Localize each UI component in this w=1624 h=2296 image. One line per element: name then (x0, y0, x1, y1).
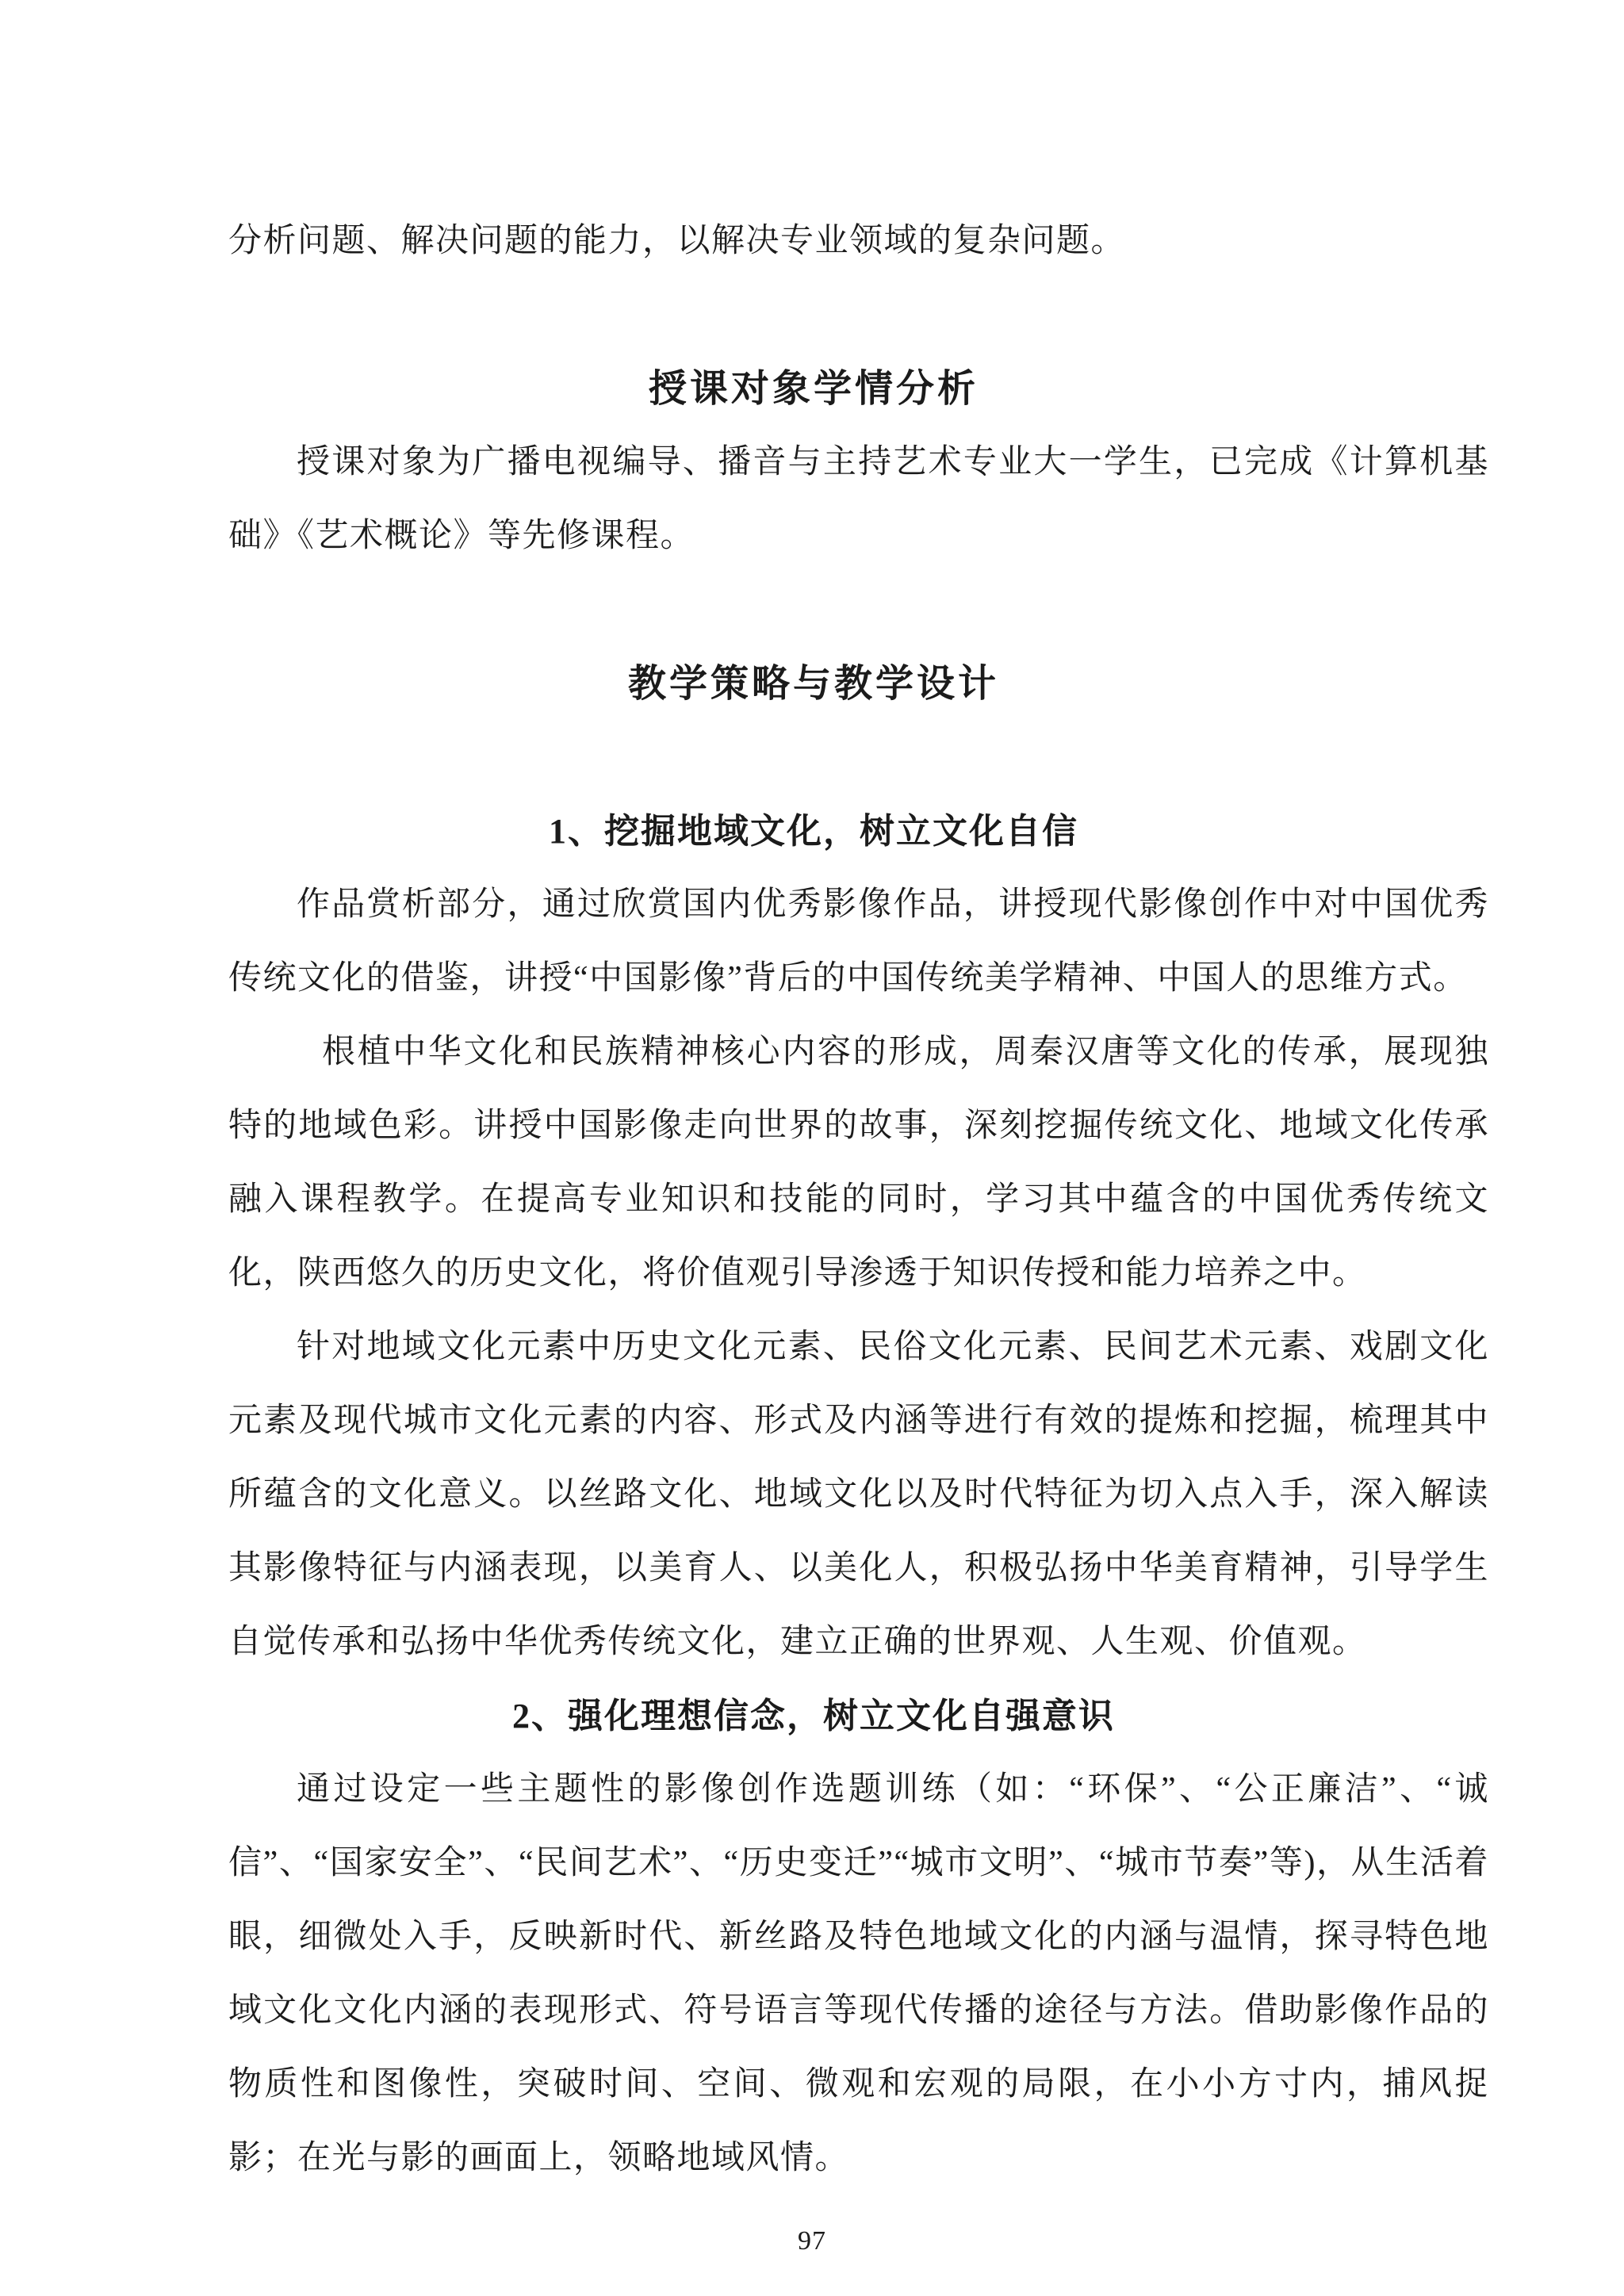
subsection2-heading: 2、强化理想信念，树立文化自强意识 (512, 1697, 1115, 1735)
subsection1-heading: 1、挖掘地域文化，树立文化自信 (549, 812, 1078, 851)
subsection1-paragraph-1: 作品赏析部分，通过欣赏国内优秀影像作品，讲授现代影像创作中对中国优秀传统文化的借鉴，讲授“中国影像”背后的中国传统美学精神、中国人的思维方式。 (228, 886, 1489, 997)
section1-paragraph: 授课对象为广播电视编导、播音与主持艺术专业大一学生，已完成《计算机基础》《艺术概论》等先修课程。 (228, 444, 1489, 554)
page-number: 97 (798, 2226, 826, 2256)
section2-heading: 教学策略与教学设计 (627, 663, 999, 705)
subsection1-paragraph-3: 针对地域文化元素中历史文化元素、民俗文化元素、民间艺术元素、戏剧文化元素及现代城市文化元素的内容、形式及内涵等进行有效的提炼和挖掘，梳理其中所蕴含的文化意义。以丝路文化、地域文化以及时代特征为切入点入手，深入解读其影像特征与内涵表现，以美育人、以美化人，积极弘扬中华美育精神，引导学生自觉传承和弘扬中华优秀传统文化，建立正确的世界观、人生观、价值观。 (228, 1329, 1489, 1660)
subsection1-paragraph-2: 根植中华文化和民族精神核心内容的形成，周秦汉唐等文化的传承，展现独特的地域色彩。讲授中国影像走向世界的故事，深刻挖掘传统文化、地域文化传承融入课程教学。在提高专业知识和技能的同时，学习其中蕴含的中国优秀传统文化，陕西悠久的历史文化，将价值观引导渗透于知识传授和能力培养之中。 (228, 1034, 1489, 1292)
section1-heading: 授课对象学情分析 (648, 368, 979, 410)
intro-continuation-paragraph: 分析问题、解决问题的能力，以解决专业领域的复杂问题。 (228, 223, 1126, 259)
subsection2-paragraph-1: 通过设定一些主题性的影像创作选题训练（如：“环保”、“公正廉洁”、“诚信”、“国家安全”、“民间艺术”、“历史变迁”“城市文明”、“城市节奏”等)，从生活着眼，细微处入手，反映新时代、新丝路及特色地域文化的内涵与温情，探寻特色地域文化文化内涵的表现形式、符号语言等现代传播的途径与方法。借助影像作品的物质性和图像性，突破时间、空间、微观和宏观的局限，在小小方寸内，捕风捉影；在光与影的画面上，领略地域风情。 (228, 1771, 1489, 2176)
